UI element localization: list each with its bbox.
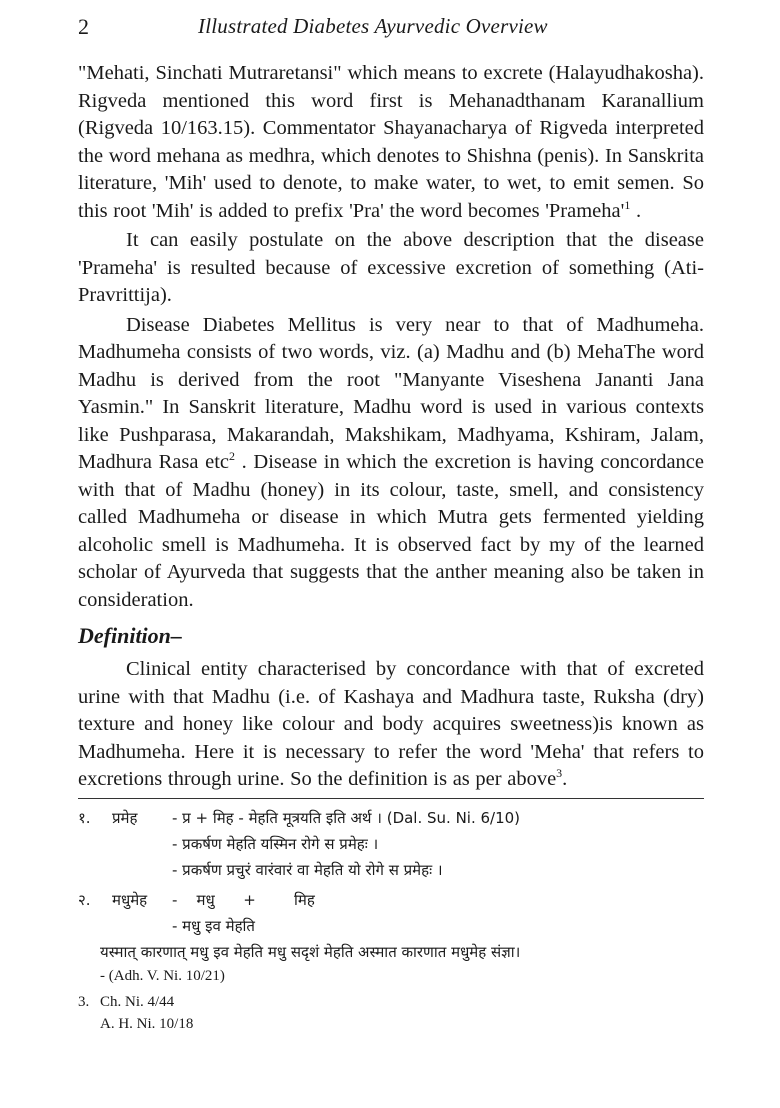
- footnote-2-line-1: [78, 887, 704, 913]
- footnote-3-line-1: [78, 991, 704, 1013]
- footnote-1-text-3: - प्रकर्षण प्रचुरं वारंवारं वा मेहति यो रोगे स प्रमेहः ।: [172, 860, 443, 879]
- footnote-2-text-1: - मधु + मिह: [172, 890, 315, 909]
- paragraph-3-text-a: Disease Diabetes Mellitus is very near to that of Madhumeha. Madhumeha consists of two words, viz. (a) Madhu and (b) MehaThe word Madhu is derived from the root "Manyante Viseshena Jananti Jana Yasmin." In Sanskrit literature, Madhu word is used in various contexts like Pushparasa, Makarandah, Makshikam, Madhyama, Kshiram, Jalam, Madhura Rasa etc: [78, 313, 704, 473]
- footnote-3-text-2: A. H. Ni. 10/18: [100, 1015, 194, 1032]
- footnote-ref-2: 2: [229, 449, 236, 464]
- definition-text: Clinical entity characterised by concordance with that of excreted urine with that Madhu (i.e. of Kashaya and Madhura taste, Ruksha (dry) texture and honey like colour and body acquires sweetness)is known as Madhumeha. Here it is necessary to refer the word 'Meha' that refers to excretions through urine. So the definition is as per above: [78, 658, 704, 790]
- footnote-1-number: १.: [78, 808, 91, 827]
- definition-paragraph: [78, 656, 704, 794]
- paragraph-3: [78, 312, 704, 615]
- paragraph-3-text-b: . Disease in which the excretion is having concordance with that of Madhu (honey) in its colour, taste, smell, and consistency called Madhumeha or disease in which Mutra gets fermented yielding alcoholic smell is Madhumeha. It is observed fact by my of the learned scholar of Ayurveda that suggests that the anther meaning also be taken in consideration.: [78, 451, 704, 611]
- definition-heading: Definition–: [78, 623, 182, 648]
- body-text: [78, 60, 704, 1035]
- footnote-2-number: २.: [78, 890, 91, 909]
- footnote-2-text-2: - मधु इव मेहति: [172, 916, 255, 935]
- page-header: [78, 14, 704, 44]
- footnote-2-term: मधुमेह: [112, 890, 148, 909]
- footnote-1-line-1: [78, 805, 704, 831]
- footnote-1-term: प्रमेह: [112, 808, 138, 827]
- footnote-divider: [78, 798, 704, 799]
- footnote-ref-3: 3: [556, 766, 563, 781]
- paragraph-1: [78, 60, 704, 225]
- footnote-3-text-1: Ch. Ni. 4/44: [100, 993, 175, 1010]
- footnote-3-number: 3.: [78, 993, 90, 1010]
- paragraph-1-text: "Mehati, Sinchati Mutraretansi" which means to excrete (Halayudhakosha). Rigveda mentioned this word first is Mehanadthanam Karanallium (Rigveda 10/163.15). Commentator Shayanacharya of Rigveda interpreted the word mehana as medhra, which denotes to Shishna (penis). In Sanskrita literature, 'Mih' used to denote, to make water, to wet, to emit semen. So this root 'Mih' is added to prefix 'Pra' the word becomes 'Prameha': [78, 62, 704, 222]
- footnotes: [78, 805, 704, 1035]
- footnote-1-text-1: - प्र + मिह - मेहति मूत्रयति इति अर्थ । (Dal. Su. Ni. 6/10): [172, 808, 521, 827]
- paragraph-1-end: .: [630, 199, 642, 222]
- paragraph-2: It can easily postulate on the above description that the disease 'Prameha' is resulted because of excessive excretion of something (Ati-Pravrittija).: [78, 229, 704, 306]
- page-number: 2: [78, 14, 89, 39]
- footnote-1-text-2: - प्रकर्षण मेहति यस्मिन रोगे स प्रमेहः ।: [172, 834, 379, 853]
- running-title: Illustrated Diabetes Ayurvedic Overview: [198, 14, 548, 38]
- footnote-ref-1: 1: [624, 197, 631, 212]
- footnote-2-text-3: यस्मात् कारणात् मधु इव मेहति मधु सदृशं मेहति अस्मात कारणात मधुमेह संज्ञा।: [100, 942, 521, 961]
- footnote-2-citation: - (Adh. V. Ni. 10/21): [100, 967, 225, 984]
- definition-end: .: [562, 768, 568, 790]
